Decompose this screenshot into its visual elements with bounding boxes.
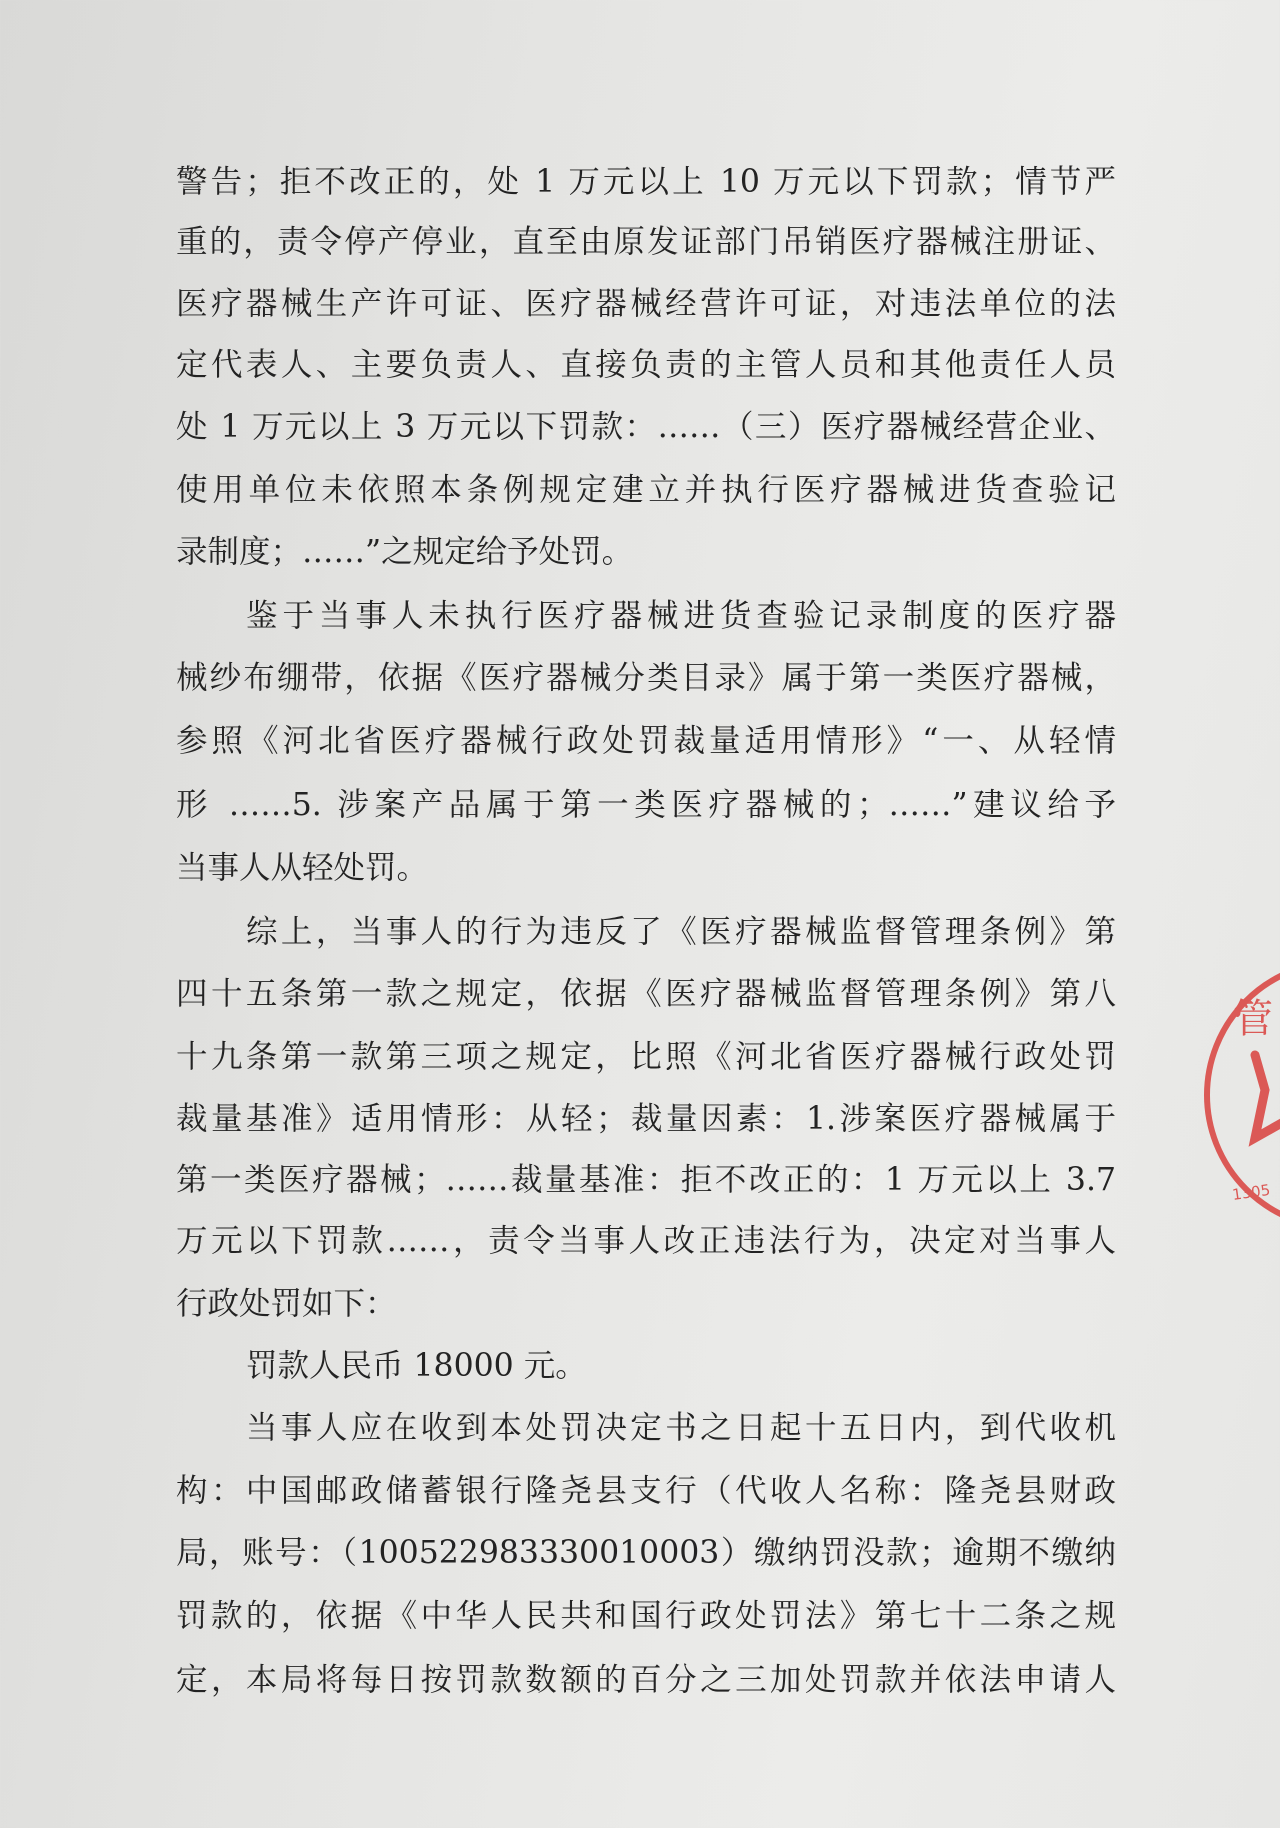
text-line: 第一类医疗器械；……裁量基准：拒不改正的：1 万元以上 3.7 [176,1162,1116,1198]
text-line: 局，账号：（100522983330010003）缴纳罚没款；逾期不缴纳 [176,1535,1116,1571]
text-line: 万元以下罚款……，责令当事人改正违法行为，决定对当事人 [176,1223,1116,1259]
text-line: 械纱布绷带，依据《医疗器械分类目录》属于第一类医疗器械， [176,660,1116,696]
text-line: 录制度；……”之规定给予处罚。 [176,534,634,570]
text-line: 医疗器械生产许可证、医疗器械经营许可证，对违法单位的法 [176,286,1116,322]
text-line: 处 1 万元以上 3 万元以下罚款：……（三）医疗器械经营企业、 [176,409,1116,445]
text-line: 构：中国邮政储蓄银行隆尧县支行（代收人名称：隆尧县财政 [176,1473,1116,1509]
text-line: 当事人应在收到本处罚决定书之日起十五日内，到代收机 [246,1410,1116,1446]
text-line: 使用单位未依照本条例规定建立并执行医疗器械进货查验记 [176,472,1116,508]
text-line: 定，本局将每日按罚款数额的百分之三加处罚款并依法申请人 [176,1662,1116,1698]
text-line: 重的，责令停产停业，直至由原发证部门吊销医疗器械注册证、 [176,224,1116,260]
seal-number: 1305 [1231,1180,1272,1204]
text-line: 鉴于当事人未执行医疗器械进货查验记录制度的医疗器 [246,598,1116,634]
official-seal [1205,960,1280,1250]
text-line: 定代表人、主要负责人、直接负责的主管人员和其他责任人员 [176,347,1116,383]
text-line: 裁量基准》适用情形：从轻；裁量因素：1.涉案医疗器械属于 [176,1101,1116,1137]
text-line: 警告；拒不改正的，处 1 万元以上 10 万元以下罚款；情节严 [176,164,1116,200]
text-line: 四十五条第一款之规定，依据《医疗器械监督管理条例》第八 [176,976,1116,1012]
text-line: 综上，当事人的行为违反了《医疗器械监督管理条例》第 [246,914,1116,950]
text-line: 当事人从轻处罚。 [176,850,429,886]
text-line: 形 ……5. 涉案产品属于第一类医疗器械的；……”建议给予 [176,787,1116,823]
text-line: 参照《河北省医疗器械行政处罚裁量适用情形》“一、从轻情 [176,723,1116,759]
text-line: 罚款人民币 18000 元。 [246,1348,587,1384]
text-line: 罚款的，依据《中华人民共和国行政处罚法》第七十二条之规 [176,1598,1116,1634]
seal-char: 管 [1233,996,1273,1042]
text-line: 十九条第一款第三项之规定，比照《河北省医疗器械行政处罚 [176,1039,1116,1075]
text-line: 行政处罚如下： [176,1286,397,1322]
star-icon [1255,1055,1280,1138]
